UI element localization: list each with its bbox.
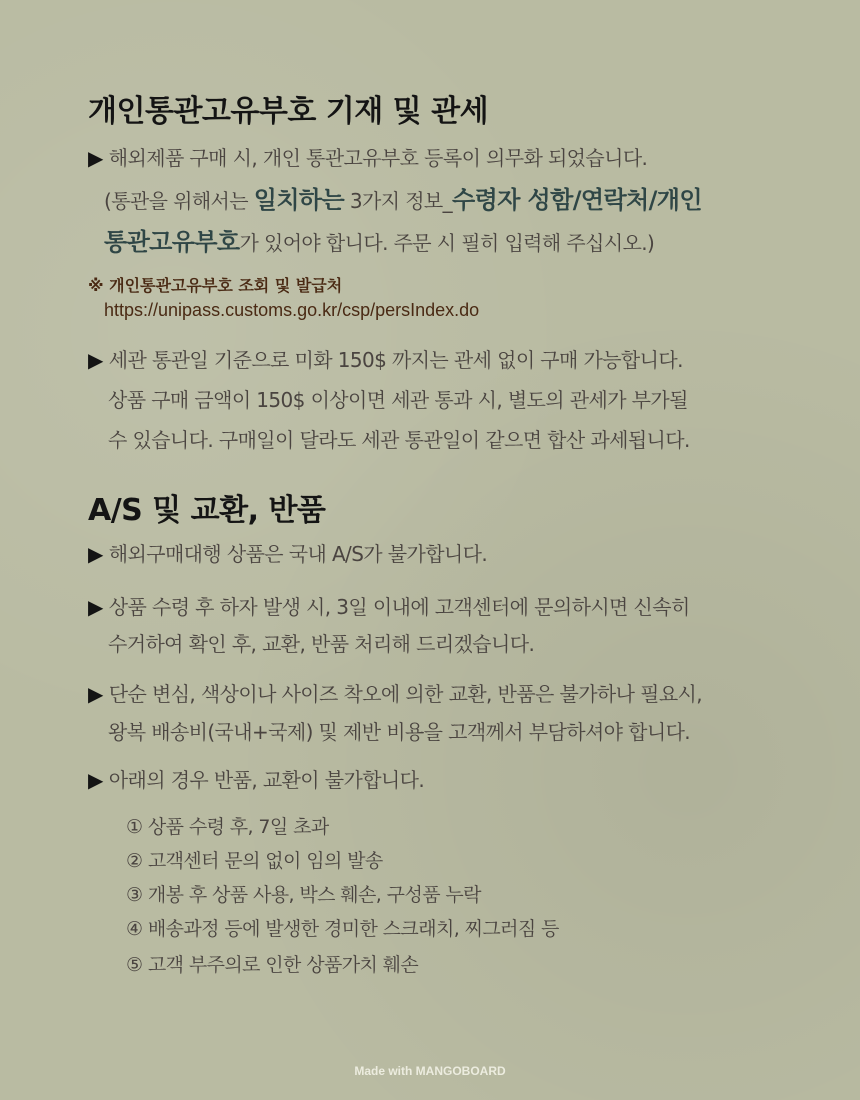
highlight-customs-code: 통관고유부호 bbox=[104, 228, 240, 256]
customs-code-url-link[interactable]: https://unipass.customs.go.kr/csp/persIndex.do bbox=[104, 300, 480, 320]
bullet-triangle-icon: ▶ bbox=[88, 768, 103, 792]
section1-bullet2-line3: 수 있습니다. 구매일이 달라도 세관 통관일이 같으면 합산 과세됩니다. bbox=[108, 428, 690, 452]
highlight-match: 일치하는 bbox=[253, 186, 345, 214]
section2-title: A/S 및 교환, 반품 bbox=[88, 493, 326, 528]
section1-bullet2: ▶ 세관 통관일 기준으로 미화 150$ 까지는 관세 없이 구매 가능합니다. bbox=[88, 348, 683, 372]
section1-bullet1-line3: 통관고유부호가 있어야 합니다. 주문 시 필히 입력해 주십시오.) bbox=[104, 228, 655, 256]
exclusion-item-1: ① 상품 수령 후, 7일 초과 bbox=[126, 816, 329, 838]
exclusion-item-3: ③ 개봉 후 상품 사용, 박스 훼손, 구성품 누락 bbox=[126, 884, 481, 906]
bullet-triangle-icon: ▶ bbox=[88, 542, 103, 566]
bullet-triangle-icon: ▶ bbox=[88, 682, 103, 706]
section2-bullet2: ▶ 상품 수령 후 하자 발생 시, 3일 이내에 고객센터에 문의하시면 신속히 bbox=[88, 595, 690, 619]
section2-bullet1: ▶ 해외구매대행 상품은 국내 A/S가 불가합니다. bbox=[88, 542, 488, 566]
footer-watermark: Made with MANGOBOARD bbox=[354, 1064, 506, 1078]
section2-bullet4: ▶ 아래의 경우 반품, 교환이 불가합니다. bbox=[88, 768, 425, 792]
section1-title: 개인통관고유부호 기재 및 관세 bbox=[88, 94, 489, 129]
section1-bullet1-line2: (통관을 위해서는 일치하는 3가지 정보_수령자 성함/연락처/개인 bbox=[104, 186, 702, 214]
exclusion-item-4: ④ 배송과정 등에 발생한 경미한 스크래치, 찌그러짐 등 bbox=[126, 918, 559, 940]
customs-code-note-label: ※ 개인통관고유부호 조회 및 발급처 bbox=[88, 276, 343, 295]
section1-bullet1: ▶ 해외제품 구매 시, 개인 통관고유부호 등록이 의무화 되었습니다. bbox=[88, 146, 648, 170]
section2-bullet2-line2: 수거하여 확인 후, 교환, 반품 처리해 드리겠습니다. bbox=[108, 632, 535, 656]
bullet-triangle-icon: ▶ bbox=[88, 595, 103, 619]
highlight-required-info: 수령자 성함/연락처/개인 bbox=[452, 186, 702, 214]
exclusion-item-2: ② 고객센터 문의 없이 임의 발송 bbox=[126, 850, 383, 872]
bullet-triangle-icon: ▶ bbox=[88, 348, 103, 372]
section2-bullet3: ▶ 단순 변심, 색상이나 사이즈 착오에 의한 교환, 반품은 불가하나 필요시, bbox=[88, 682, 703, 706]
bullet-triangle-icon: ▶ bbox=[88, 146, 103, 170]
section2-bullet3-line2: 왕복 배송비(국내+국제) 및 제반 비용을 고객께서 부담하셔야 합니다. bbox=[108, 720, 691, 744]
exclusion-item-5: ⑤ 고객 부주의로 인한 상품가치 훼손 bbox=[126, 954, 419, 976]
section1-bullet2-line2: 상품 구매 금액이 150$ 이상이면 세관 통과 시, 별도의 관세가 부가될 bbox=[108, 388, 688, 412]
